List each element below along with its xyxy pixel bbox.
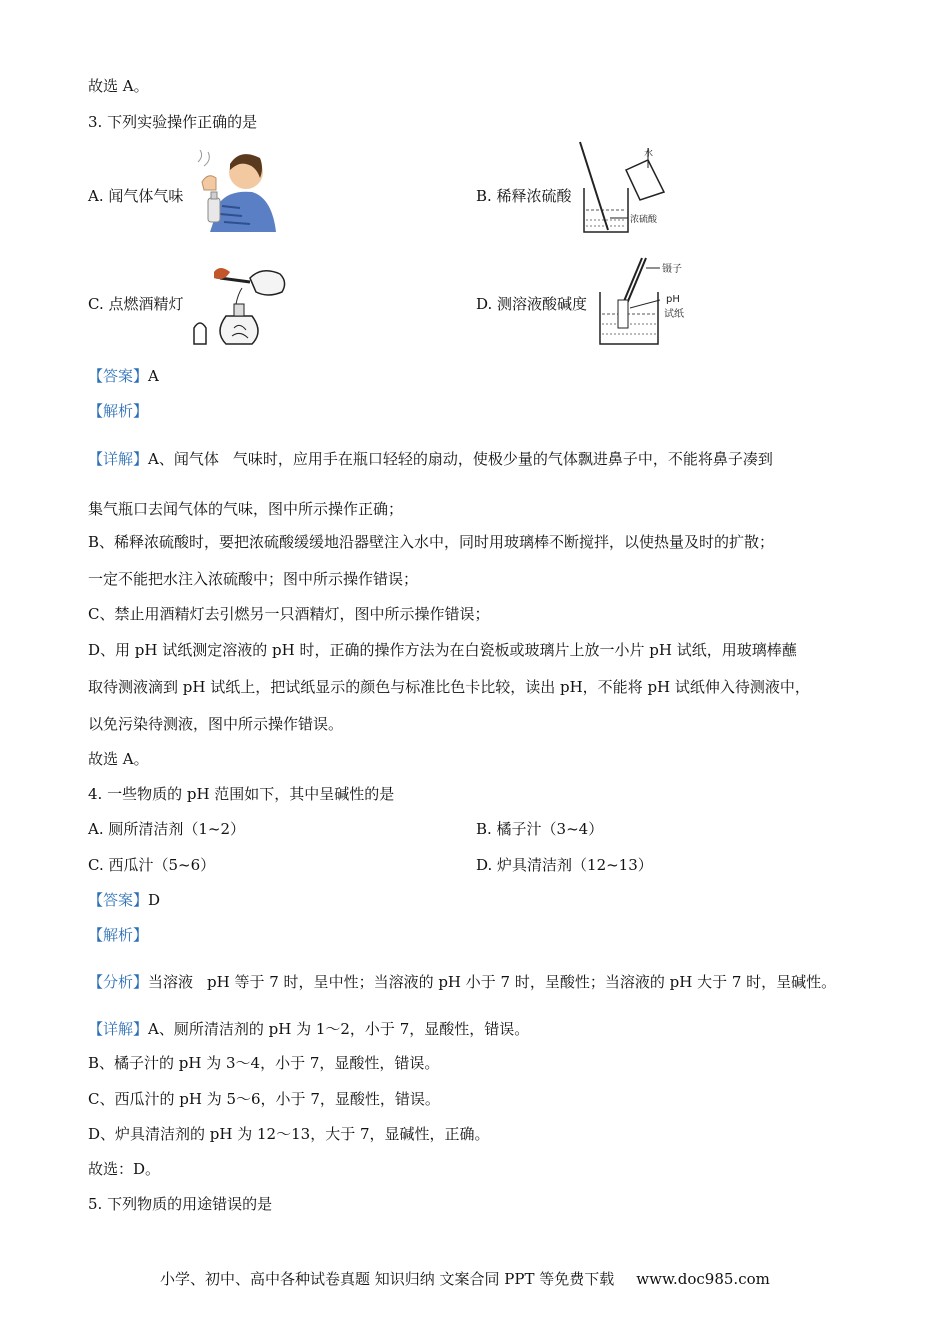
detail-tag: 【详解】 <box>88 450 149 468</box>
alcohol-lamp-figure <box>190 264 290 346</box>
analysis-sub-tag: 【分析】 <box>88 973 149 991</box>
question-5-stem: 5. 下列物质的用途错误的是 <box>88 1195 273 1213</box>
text-line: D、炉具清洁剂的 pH 为 12～13，大于 7，显碱性，正确。 <box>88 1125 490 1143</box>
text-line: B、稀释浓硫酸时，要把浓硫酸缓缓地沿器壁注入水中，同时用玻璃棒不断搅拌，以使热量及时的扩散； <box>88 533 775 551</box>
detail-text-a: A、闻气体 <box>148 450 219 468</box>
smelling-gas-figure <box>190 142 277 232</box>
q4-option-d: D. 炉具清洁剂（12~13） <box>476 856 653 874</box>
q3-option-c: C. 点燃酒精灯 <box>88 295 184 313</box>
tweezers-label: 镊子 <box>662 264 682 275</box>
conc-acid-label: 浓硫酸 <box>630 215 658 225</box>
page-footer <box>160 1268 770 1289</box>
analysis-text-a: 当溶液 <box>148 973 194 991</box>
answer-value: A <box>148 367 159 385</box>
q3-option-a: A. 闻气体气味 <box>88 187 184 205</box>
ph-label: pH <box>666 294 680 305</box>
ph-test-figure <box>596 254 696 348</box>
q3-option-b: B. 稀释浓硫酸 <box>476 187 572 205</box>
text-line: 取待测液滴到 pH 试纸上，把试纸显示的颜色与标准比色卡比较，读出 pH，不能将 pH 试纸伸入待测液中， <box>88 678 810 696</box>
q3-option-d: D. 测溶液酸碱度 <box>476 295 588 313</box>
question-4-stem: 4. 一些物质的 pH 范围如下，其中呈碱性的是 <box>88 785 395 803</box>
text-line: 故选 A。 <box>88 750 149 768</box>
text-line: 故选：D。 <box>88 1160 161 1178</box>
q4-option-b: B. 橘子汁（3~4） <box>476 820 604 838</box>
q4-option-a: A. 厕所清洁剂（1~2） <box>88 820 246 838</box>
answer-value: D <box>148 891 161 909</box>
text-line: D、用 pH 试纸测定溶液的 pH 时，正确的操作方法为在白瓷板或玻璃片上放一小片 pH 试纸，用玻璃棒蘸 <box>88 641 797 659</box>
text-line: 一定不能把水注入浓硫酸中；图中所示操作错误； <box>88 570 419 588</box>
question-3-stem: 3. 下列实验操作正确的是 <box>88 113 258 131</box>
text-line: 集气瓶口去闻气体的气味，图中所示操作正确； <box>88 500 404 518</box>
analysis-text-b: pH 等于 7 时，呈中性；当溶液的 pH 小于 7 时，呈酸性；当溶液的 pH 大于 7 时，呈碱性。 <box>207 973 837 991</box>
text-line: B、橘子汁的 pH 为 3～4，小于 7，显酸性，错误。 <box>88 1054 440 1072</box>
q4-option-c: C. 西瓜汁（5~6） <box>88 856 216 874</box>
diluting-acid-figure <box>576 140 676 236</box>
answer-4 <box>88 890 160 910</box>
footer-url-link[interactable]: www.doc985.com <box>636 1270 770 1288</box>
analysis-tag: 【解析】 <box>88 402 149 420</box>
answer-tag: 【答案】 <box>88 367 149 385</box>
detail-text-b: 气味时，应用手在瓶口轻轻的扇动，使极少量的气体飘进鼻子中，不能将鼻子凑到 <box>232 450 773 468</box>
test-paper-label: 试纸 <box>664 309 684 320</box>
detail-3-line <box>88 449 773 469</box>
text-line: 以免污染待测液，图中所示操作错误。 <box>88 715 344 733</box>
detail-text: A、厕所清洁剂的 pH 为 1～2，小于 7，显酸性，错误。 <box>148 1020 530 1038</box>
analysis-4-line <box>88 972 836 992</box>
answer-tag: 【答案】 <box>88 891 149 909</box>
water-label: 水 <box>644 149 654 159</box>
detail-tag: 【详解】 <box>88 1020 149 1038</box>
text-line: 故选 A。 <box>88 77 149 95</box>
text-line: C、西瓜汁的 pH 为 5～6，小于 7，显酸性，错误。 <box>88 1090 440 1108</box>
footer-text: 小学、初中、高中各种试卷真题 知识归纳 文案合同 PPT 等免费下载 <box>160 1270 615 1288</box>
analysis-tag: 【解析】 <box>88 926 149 944</box>
answer-3 <box>88 366 159 386</box>
detail-4-line <box>88 1019 529 1039</box>
text-line: C、禁止用酒精灯去引燃另一只酒精灯，图中所示操作错误； <box>88 605 490 623</box>
